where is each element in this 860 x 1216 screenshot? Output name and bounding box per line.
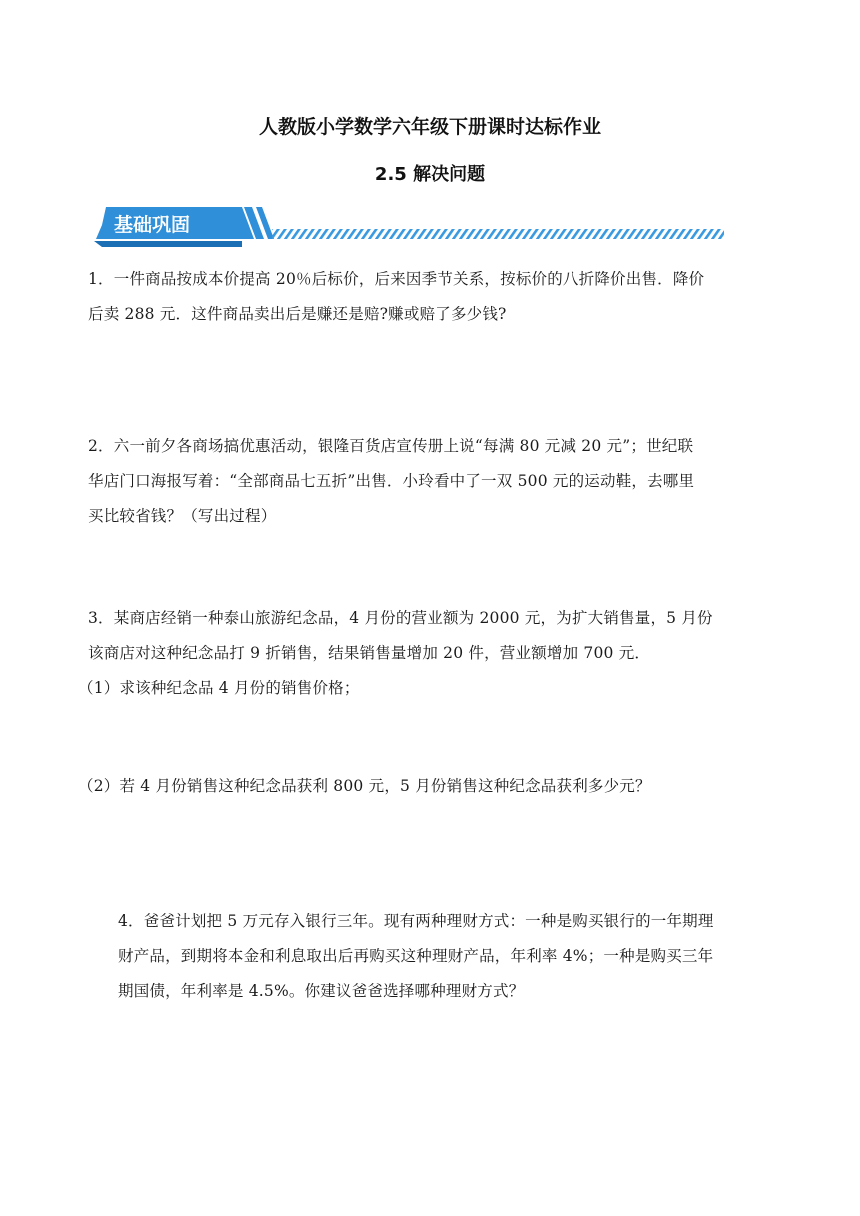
question-2-line-1: 2．六一前夕各商场搞优惠活动，银隆百货店宣传册上说“每满 80 元减 20 元”；世纪联 [88,437,694,455]
question-3 [78,601,768,706]
question-4-line-1: 4．爸爸计划把 5 万元存入银行三年。现有两种理财方式：一种是购买银行的一年期理 [118,912,714,930]
section-label: 基础巩固 [114,214,191,236]
question-3-line-2: 该商店对这种纪念品打 9 折销售，结果销售量增加 20 件，营业额增加 700 元． [88,644,651,662]
question-2-line-2: 华店门口海报写着：“全部商品七五折”出售．小玲看中了一双 500 元的运动鞋，去哪里 [88,472,695,490]
question-3-line-1: 3．某商店经销一种泰山旅游纪念品，4 月份的营业额为 2000 元，为扩大销售量，5 月份 [88,609,713,627]
question-2-line-3: 买比较省钱？（写出过程） [88,507,277,525]
question-1-line-2: 后卖 288 元．这件商品卖出后是赚还是赔?赚或赔了多少钱? [88,305,507,323]
section-banner-graphic [92,203,732,251]
question-1 [88,262,768,332]
section-banner [92,203,732,251]
question-3-sub-1: （1）求该种纪念品 4 月份的销售价格； [78,679,360,697]
question-2 [88,429,768,534]
question-4-line-2: 财产品，到期将本金和利息取出后再购买这种理财产品，年利率 4%；一种是购买三年 [118,947,714,965]
question-3-part-2 [78,769,758,804]
question-3-sub-2: （2）若 4 月份销售这种纪念品获利 800 元，5 月份销售这种纪念品获利多少元？ [78,777,651,795]
document-subtitle: 2.5 解决问题 [374,164,486,185]
question-4 [118,904,770,1009]
question-4-line-3: 期国债，年利率是 4.5%。你建议爸爸选择哪种理财方式？ [118,982,525,1000]
document-title: 人教版小学数学六年级下册课时达标作业 [258,116,601,138]
question-1-line-1: 1．一件商品按成本价提高 20％后标价，后来因季节关系，按标价的八折降价出售．降价 [88,270,705,288]
